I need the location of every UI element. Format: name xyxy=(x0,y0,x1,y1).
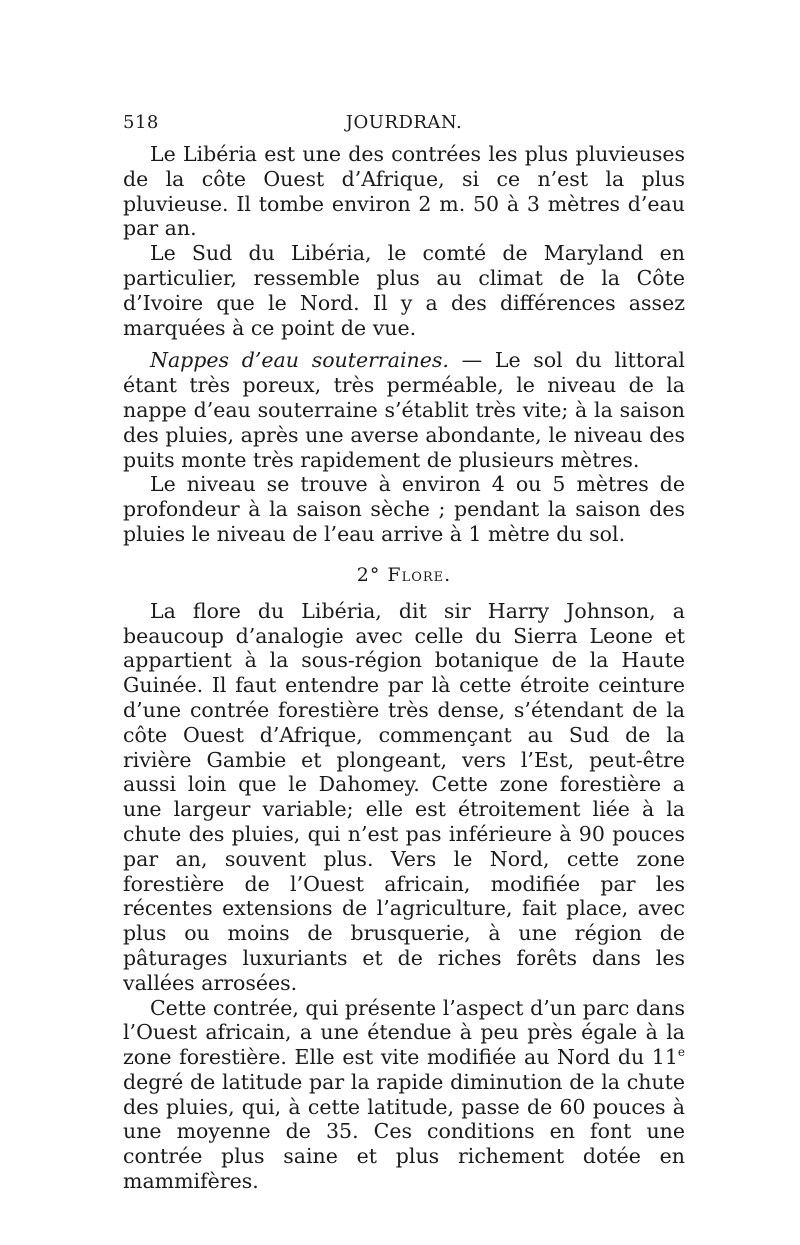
section-heading xyxy=(123,563,685,587)
paragraph-groundwater-body: — Le sol du littoral étant très poreux, très perméable, le niveau de la nappe d’eau souterraine s’établit très vite; à la saison des pluies, après une averse abondante, le niveau des puits monte très rapidement de plusieurs mètres. xyxy=(123,348,685,472)
paragraph-maryland: Le Sud du Libéria, le comté de Maryland en particulier, ressemble plus au climat de la Côte d’Ivoire que le Nord. Il y a des différences assez marquées à ce point de vue. xyxy=(123,241,685,340)
paragraph-park-region-b: degré de latitude par la rapide diminution de la chute des pluies, qui, à cette latitude, passe de 60 pouces à une moyenne de 35. Ces conditions en font une contrée plus saine et plus richement dotée en mammifères. xyxy=(123,1069,685,1194)
paragraph-groundwater xyxy=(123,348,685,472)
superscript-e: e xyxy=(677,1045,685,1060)
paragraph-flora: La flore du Libéria, dit sir Harry Johnson, a beaucoup d’analogie avec celle du Sierra Leone et appartient à la sous-région botanique de la Haute Guinée. Il faut entendre par là cette étroite ceinture d’une contrée forestière très dense, s’étendant de la côte Ouest d’Afrique, commençant au Sud de la rivière Gambie et plongeant, vers l’Est, peut-être aussi loin que le Dahomey. Cette zone forestière a une largeur variable; elle est étroitement liée à la chute des pluies, qui n’est pas inférieure à 90 pouces par an, souvent plus. Vers le Nord, cette zone forestière de l’Ouest africain, modifiée par les récentes extensions de l’agriculture, fait place, avec plus ou moins de brusquerie, à une région de pâturages luxuriants et de riches forêts dans les vallées arrosées. xyxy=(123,598,685,995)
section-title: Flore. xyxy=(387,563,452,586)
page-header xyxy=(123,112,685,142)
paragraph-park-region-a: Cette contrée, qui présente l’aspect d’un parc dans l’Ouest africain, a une étendue à peu près égale à la zone forestière. Elle est vite modifiée au Nord du 11 xyxy=(123,995,685,1070)
paragraph-climate: Le Libéria est une des contrées les plus pluvieuses de la côte Ouest d’Afrique, si ce n’est la plus pluvieuse. Il tombe environ 2 m. 50 à 3 mètres d’eau par an. xyxy=(123,142,685,241)
page-number: 518 xyxy=(123,112,159,133)
section-number: 2° xyxy=(356,563,381,586)
paragraph-park-region xyxy=(123,996,685,1194)
book-page xyxy=(123,112,685,1194)
running-title: JOURDRAN. xyxy=(345,112,463,133)
paragraph-water-level: Le niveau se trouve à environ 4 ou 5 mètres de profondeur à la saison sèche ; pendant la saison des pluies le niveau de l’eau arrive à 1 mètre du sol. xyxy=(123,472,685,546)
run-in-heading: Nappes d’eau souterraines. xyxy=(150,348,449,373)
